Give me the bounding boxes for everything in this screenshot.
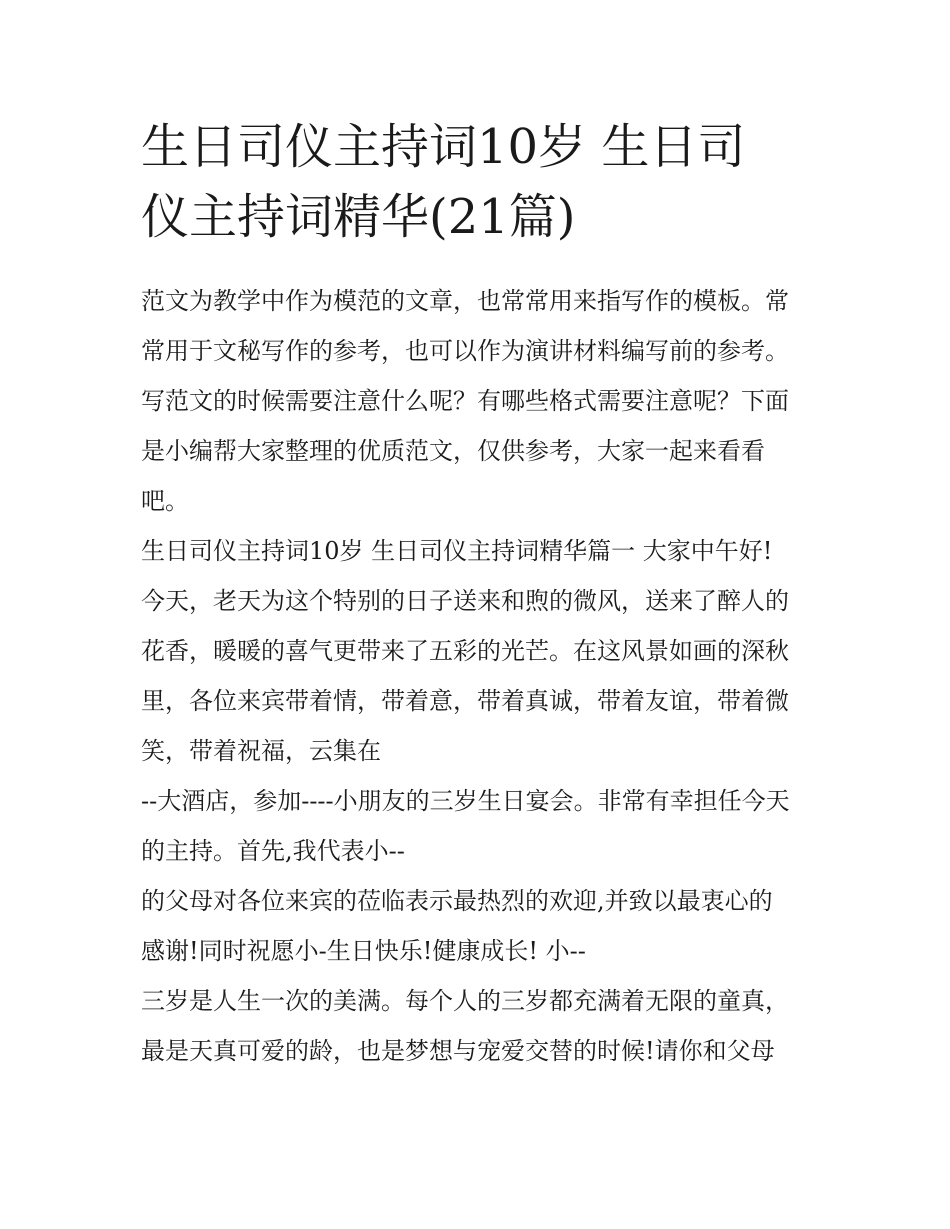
document-title (141, 112, 821, 252)
document-body (141, 276, 821, 1076)
text-line: --大酒店，参加----小朋友的三岁生日宴会。非常有幸担任今天 (141, 787, 790, 815)
text-line: 是小编帮大家整理的优质范文，仅供参考，大家一起来看看 (141, 437, 765, 465)
title-line: 仪主持词精华(21篇) (141, 189, 576, 245)
text-line: 范文为教学中作为模范的文章，也常常用来指写作的模板。常 (141, 287, 789, 315)
text-line: 三岁是人生一次的美满。每个人的三岁都充满着无限的童真， (141, 987, 789, 1015)
title-line: 生日司仪主持词10岁 生日司 (141, 119, 746, 175)
text-line: 写范文的时候需要注意什么呢？有哪些格式需要注意呢？下面 (141, 387, 789, 415)
text-line: 常用于文秘写作的参考，也可以作为演讲材料编写前的参考。 (141, 337, 789, 365)
text-line: 里，各位来宾带着情，带着意，带着真诚，带着友谊，带着微 (141, 687, 789, 715)
text-line: 最是天真可爱的龄，也是梦想与宠爱交替的时候!请你和父母 (141, 1037, 775, 1065)
text-line: 感谢!同时祝愿小-生日快乐!健康成长! 小-- (141, 937, 586, 965)
text-line: 生日司仪主持词10岁 生日司仪主持词精华篇一 大家中午好! (141, 537, 773, 565)
text-line: 笑，带着祝福，云集在 (141, 737, 381, 765)
text-line: 吧。 (141, 487, 189, 515)
text-line: 花香，暖暖的喜气更带来了五彩的光芒。在这风景如画的深秋 (141, 637, 789, 665)
text-line: 今天，老天为这个特别的日子送来和煦的微风，送来了醉人的 (141, 587, 789, 615)
text-line: 的主持。首先,我代表小-- (141, 837, 405, 865)
text-line: 的父母对各位来宾的莅临表示最热烈的欢迎,并致以最衷心的 (141, 887, 773, 915)
